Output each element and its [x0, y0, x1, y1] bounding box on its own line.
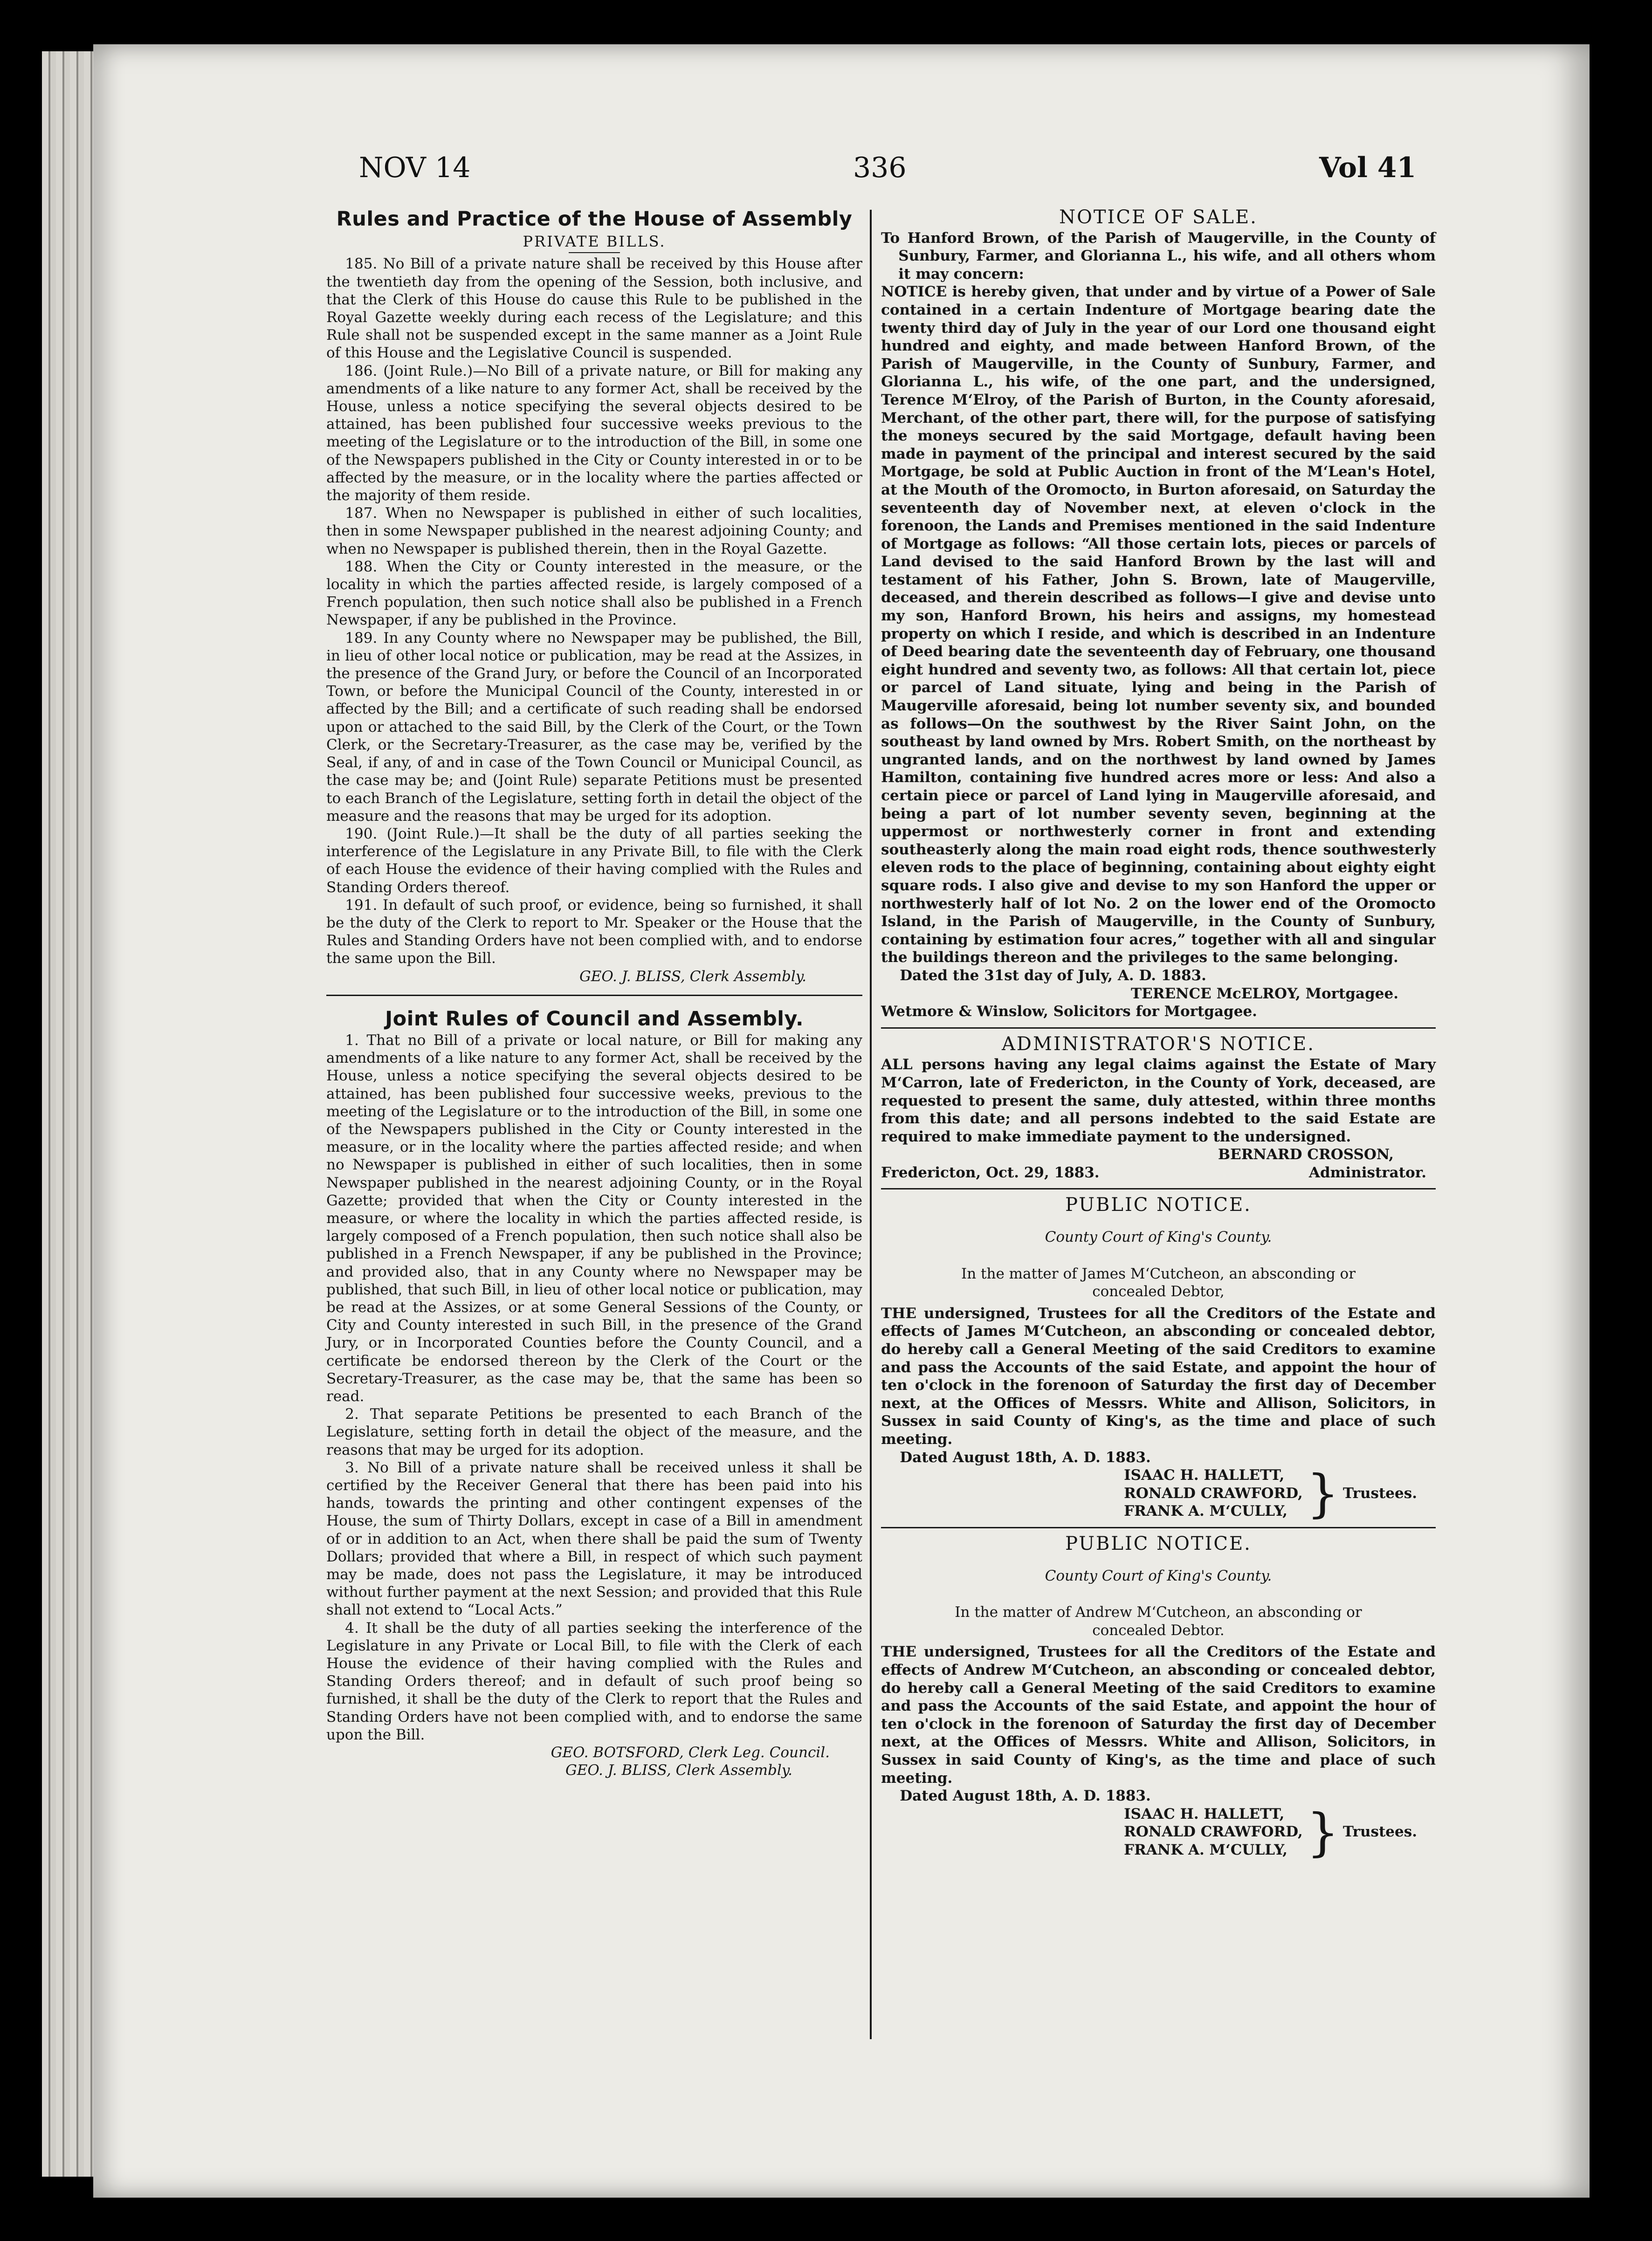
notice1-trustee-names: [1124, 1466, 1303, 1520]
joint-rule-2: 2. That separate Petitions be presented to each Branch of the Legislature, setting forth in detail the object of the measure, and the reasons that may be urged for its adoption.: [326, 1406, 862, 1458]
notice2-court: County Court of King's County.: [1045, 1567, 1272, 1584]
admin-rule: [881, 1188, 1436, 1189]
sale-mortgagee: TERENCE McELROY, Mortgagee.: [1131, 985, 1398, 1002]
notice2-dated: Dated August 18th, A. D. 1883.: [900, 1787, 1151, 1805]
column-divider: [870, 210, 872, 2039]
brace-glyph: }: [1306, 1802, 1339, 1862]
notice1-trustees-label: Trustees.: [1342, 1485, 1417, 1502]
admin-name: BERNARD CROSSON,: [1218, 1146, 1394, 1163]
admin-title: ADMINISTRATOR'S NOTICE.: [1002, 1033, 1315, 1055]
section-rule: [326, 995, 862, 996]
rule-187: 187. When no Newspaper is published in either of such localities, then in some Newspaper published in the nearest adjoining County; and when no Newspaper is published therein, then in the Royal Gazette.: [326, 505, 862, 557]
admin-body: ALL persons having any legal claims against the Estate of Mary M‘Carron, late of Fredericton, in the County of York, deceased, are requested to present the same, duly attested, within three months from this date; and all persons indebted to the said Estate are required to make immediate payment to the undersigned.: [881, 1056, 1436, 1145]
gazette-page: [93, 44, 1590, 2198]
joint-rule-1: 1. That no Bill of a private or local nature, or Bill for making any amendments of a like nature to any former Act, shall be received by the House, unless a notice specifying the several objects desired to be attained, has been published four successive weeks, previous to the meeting of the Legislature or to the introduction of the Bill, in some one of the Newspapers published in the City or County interested in the measure, or in the locality where the parties affected reside; and when no Newspaper is published in either of such localities, then in some Newspaper published in the nearest adjoining County, or in the Royal Gazette; provided that when the City or County interested in the measure, or where the locality in which the parties affected reside, is largely composed of a French population, then such notice shall also be published in a French Newspaper, if any be published in the Province; and provided also, that in any County where no Newspaper may be published, that such Bill, in lieu of other local notice or publication, may be read at the Assizes, or at some General Sessions of the County, or City and County interested in such Bill, in the presence of the Grand Jury, or in Incorporated Counties before the County Council, and a certificate be endorsed thereon by the Clerk of the Court or the Secretary-Treasurer, as the case may be, that the same has been so read.: [326, 1031, 862, 1405]
sale-rule: [881, 1027, 1436, 1029]
joint-rules-title: Joint Rules of Council and Assembly.: [385, 1007, 804, 1031]
rule-190: 190. (Joint Rule.)—It shall be the duty of all parties seeking the interference of the Legislature in any Private Bill, to file with the Clerk of each House the evidence of their having complied with the Rules and Standing Orders thereof.: [326, 825, 862, 896]
brace-glyph: }: [1306, 1464, 1339, 1524]
notice2-body: THE undersigned, Trustees for all the Creditors of the Estate and effects of Andrew M‘Cutcheon, an absconding or concealed debtor, do hereby call a General Meeting of the said Creditors to examine and pass the Accounts of the said Estate, and appoint the hour of ten o'clock in the forenoon of Saturday the first day of December next, at the Offices of Messrs. White and Allison, Solicitors, in Sussex in said County of King's, as the time and place of such meeting.: [881, 1643, 1436, 1787]
notice1-trustees: [881, 1464, 1417, 1524]
notice2-trustee: FRANK A. M‘CULLY,: [1124, 1841, 1287, 1858]
joint-rule-4: 4. It shall be the duty of all parties seeking the interference of the Legislature in any Private or Local Bill, to file with the Clerk of each House the evidence of their having complied with the Rules and Standing Orders thereof; and in default of such proof being so furnished, it shall be the duty of the Clerk to report that the Rules and Standing Orders have not been complied with, and to endorse the same upon the Bill.: [326, 1619, 862, 1743]
notice1-court: County Court of King's County.: [1045, 1229, 1272, 1246]
header-volume: Vol 41: [1319, 151, 1417, 184]
joint-signature-council: GEO. BOTSFORD, Clerk Leg. Council.: [551, 1744, 830, 1761]
admin-place: Fredericton, Oct. 29, 1883.: [881, 1164, 1100, 1181]
notice1-rule: [881, 1527, 1436, 1528]
notice2-title: PUBLIC NOTICE.: [1065, 1533, 1252, 1554]
rule-186: 186. (Joint Rule.)—No Bill of a private nature, or Bill for making any amendments of a like nature to any former Act, shall be received by the House, unless a notice specifying the several objects desired to be attained, has been published four successive weeks previous to the meeting of the Legislature or to the introduction of the Bill, in some one of the Newspapers published in the City or County interested in or to be affected by the measure, or in the locality where the parties affected or the majority of them reside.: [326, 362, 862, 504]
notice1-trustee: RONALD CRAWFORD,: [1124, 1485, 1303, 1502]
rule-189: 189. In any County where no Newspaper may be published, the Bill, in lieu of other local notice or publication, may be read at the Assizes, in the presence of the Grand Jury, or before the Council of an Incorporated Town, or before the Municipal Council of the County, interested in or affected by the Bill; and a certificate of such reading shall be endorsed upon or attached to the said Bill, by the Clerk of the Court, or the Town Clerk, or the Secretary-Treasurer, as the case may be, verified by the Seal, if any, of and in case of the Town Council or Municipal Council, as the case may be; and (Joint Rule) separate Petitions must be presented to each Branch of the Legislature, setting forth in detail the object of the measure and the reasons that may be urged for its adoption.: [326, 629, 862, 825]
notice2-trustees-label: Trustees.: [1342, 1823, 1417, 1841]
notice2-matter: In the matter of Andrew M‘Cutcheon, an absconding or concealed Debtor.: [955, 1604, 1362, 1639]
rule-191: 191. In default of such proof, or evidence, being so furnished, it shall be the duty of the Clerk to report to Mr. Speaker or the House that the Rules and Standing Orders have not been complied with, and to endorse the same upon the Bill.: [326, 896, 862, 967]
heading-rule: [569, 252, 620, 253]
admin-footer: [881, 1164, 1436, 1182]
header-page-number: 336: [853, 151, 907, 184]
rule-185: 185. No Bill of a private nature shall be received by this House after the twentieth day from the opening of the Session, both inclusive, and that the Clerk of this House do cause this Rule to be published in the Royal Gazette weekly during each recess of the Legislature; and this Rule shall not be suspended except in the same manner as a Joint Rule of this House and the Legislative Council is suspended.: [326, 255, 862, 362]
notice1-dated: Dated August 18th, A. D. 1883.: [900, 1449, 1151, 1466]
joint-rule-3: 3. No Bill of a private nature shall be received unless it shall be certified by the Receiver General that there has been paid into his hands, towards the printing and other contingent expenses of the House, the sum of Thirty Dollars, except in case of a Bill in amendment of or in addition to an Act, when there shall be paid the sum of Twenty Dollars; provided that where a Bill, in respect of which such payment may be made, does not pass the Legislature, it may be introduced without further payment at the next Session; and provided that this Rule shall not extend to “Local Acts.”: [326, 1459, 862, 1619]
joint-signature-assembly: GEO. J. BLISS, Clerk Assembly.: [565, 1762, 792, 1779]
notice1-title: PUBLIC NOTICE.: [1065, 1194, 1252, 1216]
sale-dated: Dated the 31st day of July, A. D. 1883.: [900, 967, 1206, 984]
rules-title: Rules and Practice of the House of Assembly: [336, 207, 853, 231]
sale-address: To Hanford Brown, of the Parish of Maugerville, in the County of Sunbury, Farmer, and Glorianna L., his wife, and all others whom it may concern:: [881, 229, 1436, 282]
notice2-trustees: [881, 1802, 1417, 1862]
notice1-body: THE undersigned, Trustees for all the Creditors of the Estate and effects of James M‘Cutcheon, an absconding or concealed debtor, do hereby call a General Meeting of the said Creditors to examine and pass the Accounts of the said Estate, and appoint the hour of ten o'clock in the forenoon of Saturday the first day of December next, at the Offices of Messrs. White and Allison, Solicitors, in Sussex in said County of King's, as the time and place of such meeting.: [881, 1305, 1436, 1448]
sale-title: NOTICE OF SALE.: [1059, 206, 1258, 228]
rules-signature: GEO. J. BLISS, Clerk Assembly.: [579, 968, 806, 985]
notice1-matter: In the matter of James M‘Cutcheon, an absconding or concealed Debtor,: [961, 1265, 1356, 1300]
right-column: [881, 206, 1436, 1862]
rule-188: 188. When the City or County interested in the measure, or the locality in which the parties affected reside, is largely composed of a French population, then such notice shall also be published in a French Newspaper, if any be published in the Province.: [326, 558, 862, 629]
notice2-trustee: RONALD CRAWFORD,: [1124, 1823, 1303, 1841]
header-date: NOV 14: [359, 151, 471, 184]
notice1-trustee: FRANK A. M‘CULLY,: [1124, 1503, 1287, 1520]
left-column: [326, 207, 862, 1779]
sale-solicitors: Wetmore & Winslow, Solicitors for Mortgagee.: [881, 1003, 1257, 1020]
sale-body: NOTICE is hereby given, that under and by virtue of a Power of Sale contained in a certain Indenture of Mortgage bearing date the twenty third day of July in the year of our Lord one thousand eight hundred and eighty, and made between Hanford Brown, of the Parish of Maugerville, in the County of Sunbury, Farmer, and Glorianna L., his wife, of the one part, and the undersigned, Terence M‘Elroy, of the Parish of Burton, in the County aforesaid, Merchant, of the other part, there will, for the purpose of satisfying the moneys secured by the said Mortgage, default having been made in payment of the principal and interest secured by the said Mortgage, be sold at Public Auction in front of the M‘Lean's Hotel, at the Mouth of the Oromocto, in Burton aforesaid, on Saturday the seventeenth day of November next, at eleven o'clock in the forenoon, the Lands and Premises mentioned in the said Indenture of Mortgage as follows: “All those certain lots, pieces or parcels of Land devised to the said Hanford Brown by the last will and testament of his Father, John S. Brown, late of Maugerville, deceased, and therein described as follows—I give and devise unto my son, Hanford Brown, his heirs and assigns, my homestead property on which I reside, and which is described in an Indenture of Deed bearing date the seventeenth day of February, one thousand eight hundred and seventy two, as follows: All that certain lot, piece or parcel of Land situate, lying and being in the Parish of Maugerville aforesaid, being lot number seventy six, and bounded as follows—On the southwest by the River Saint John, on the southeast by land owned by Mrs. Robert Smith, on the northeast by ungranted lands, and on the northwest by land owned by James Hamilton, containing five hundred acres more or less: And also a certain piece or parcel of Land lying in Maugerville aforesaid, and being a part of lot number seventy seven, beginning at the uppermost or northwesterly corner in front and extending southeasterly along the main road eight rods, thence southwesterly eleven rods to the place of beginning, containing about eighty eight square rods. I also give and devise to my son Hanford the upper or northwesterly half of lot No. 2 on the lower end of the Oromocto Island, in the Parish of Maugerville, in the County of Sunbury, containing by estimation four acres,” together with all and singular the buildings thereon and the privileges to the same belonging.: [881, 283, 1436, 966]
notice1-trustee: ISAAC H. HALLETT,: [1124, 1467, 1285, 1484]
notice2-trustee-names: [1124, 1805, 1303, 1859]
admin-role: Administrator.: [1308, 1164, 1426, 1181]
private-bills-heading: PRIVATE BILLS.: [523, 233, 666, 251]
notice2-trustee: ISAAC H. HALLETT,: [1124, 1805, 1285, 1822]
